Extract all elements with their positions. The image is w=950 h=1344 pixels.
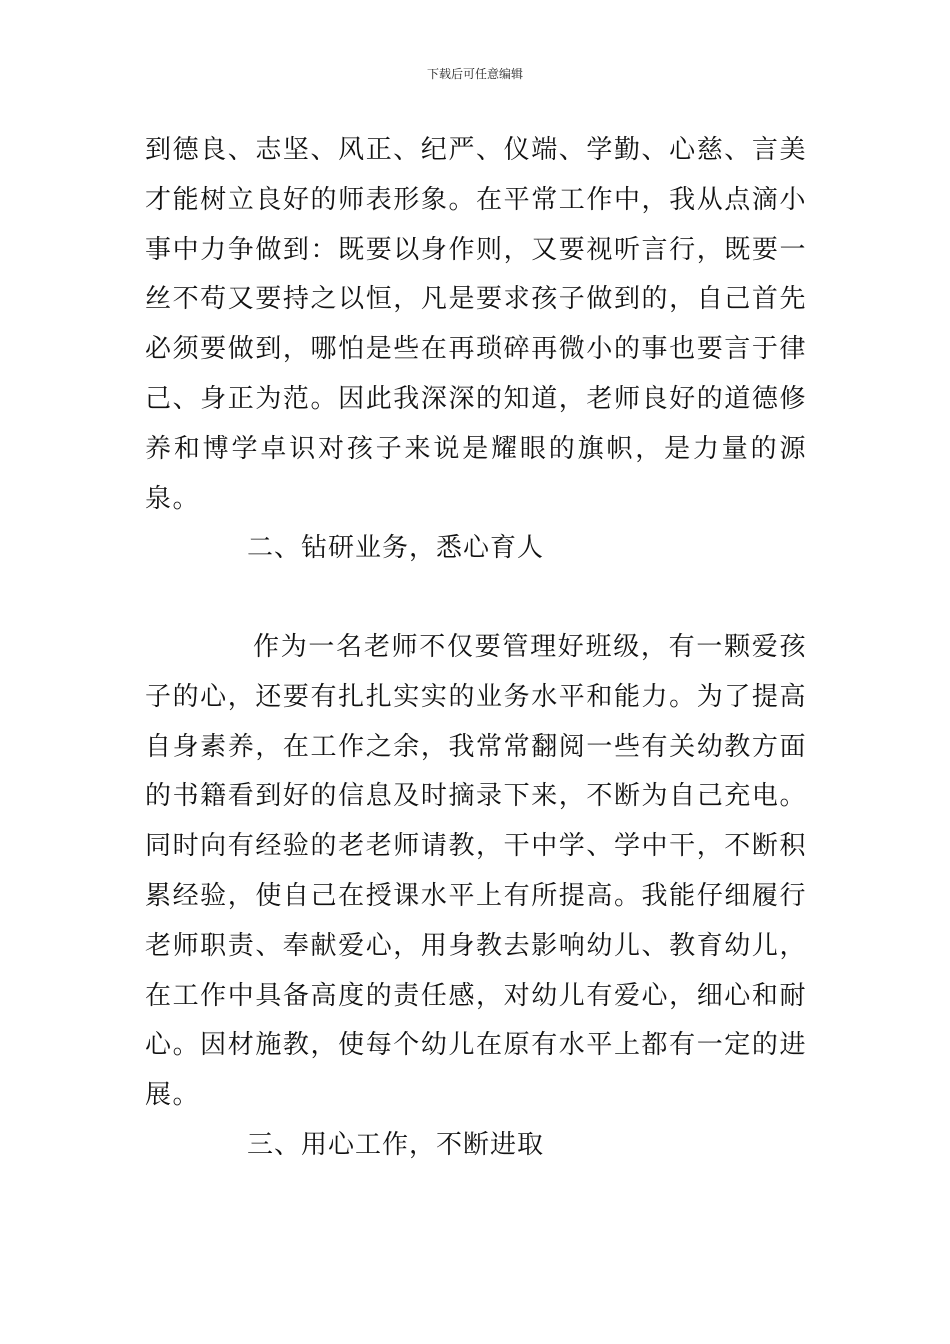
- section-heading-3: 三、用心工作，不断进取: [247, 1130, 545, 1160]
- paragraph-teacher-image: 到德良、志坚、风正、纪严、仪端、学勤、心慈、言美才能树立良好的师表形象。在平常工作中，我从点滴小事中力争做到：既要以身作则，又要视听言行，既要一丝不苟又要持之以恒，凡是要求孩子做到的，自己首先必须要做到，哪怕是些在再琐碎再微小的事也要言于律己、身正为范。因此我深深的知道，老师良好的道德修养和博学卓识对孩子来说是耀眼的旗帜，是力量的源泉。: [145, 135, 807, 514]
- section-heading-2: 二、钻研业务，悉心育人: [247, 533, 545, 563]
- paragraph-professional-skills: 作为一名老师不仅要管理好班级，有一颗爱孩子的心，还要有扎扎实实的业务水平和能力。为了提高自身素养，在工作之余，我常常翻阅一些有关幼教方面的书籍看到好的信息及时摘录下来，不断为自己充电。同时向有经验的老老师请教，干中学、学中干，不断积累经验，使自己在授课水平上有所提高。我能仔细履行老师职责、奉献爱心，用身教去影响幼儿、教育幼儿，在工作中具备高度的责任感，对幼儿有爱心，细心和耐心。因材施教，使每个幼儿在原有水平上都有一定的进展。: [145, 632, 807, 1111]
- page-header-note: 下载后可任意编辑: [426, 67, 523, 81]
